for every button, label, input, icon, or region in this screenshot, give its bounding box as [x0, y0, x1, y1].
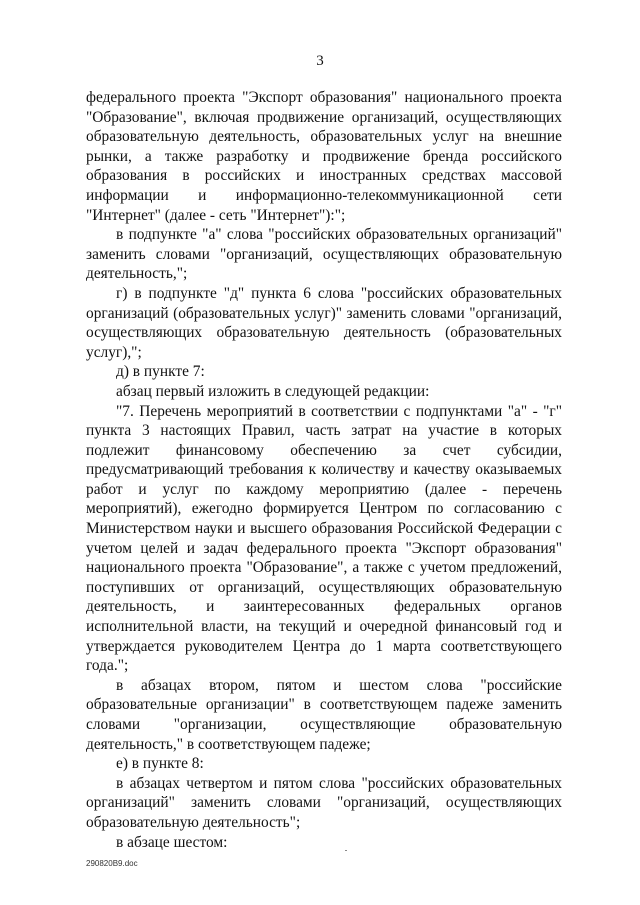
paragraph: в абзацах четвертом и пятом слова "российских образовательных организаций" заменить словами "организаций, осуществляющих образовательную деятельность";: [86, 774, 562, 831]
paragraph: в абзаце шестом:: [116, 833, 228, 851]
paragraph: г) в подпункте "д" пункта 6 слова "российских образовательных организаций (образовательных услуг)" заменить словами "организаций, осуществляющих образовательную деятельность (образовательных услуг),";: [86, 284, 562, 361]
paragraph: "7. Перечень мероприятий в соответствии с подпунктами "а" - "г" пункта 3 настоящих Правил, часть затрат на участие в которых подлежит финансовому обеспечению за счет субсидии, предусматривающий требования к количеству и качеству оказываемых работ и услуг по каждому мероприятию (далее - перечень мероприятий), ежегодно формируется Центром по согласованию с Министерством науки и высшего образования Российской Федерации с учетом целей и задач федерального проекта "Экспорт образования" национального проекта "Образование", а также с учетом предложений, поступивших от организаций, осуществляющих образовательную деятельность, и заинтересованных федеральных органов исполнительной власти, на текущий и очередной финансовый год и утверждается руководителем Центра до 1 марта соответствующего года.";: [86, 402, 562, 675]
footer-file-code: 290820В9.doc: [86, 859, 138, 868]
paragraph: абзац первый изложить в следующей редакции:: [116, 382, 430, 400]
paragraph: е) в пункте 8:: [116, 755, 204, 773]
scan-dot: [345, 850, 347, 851]
paragraph: в подпункте "а" слова "российских образовательных организаций" заменить словами "организаций, осуществляющих образовательную деятельность,";: [86, 226, 562, 283]
paragraph: в абзацах втором, пятом и шестом слова "российские образовательные организации" в соответствующем падеже заменить словами "организации, осуществляющие образовательную деятельность," в соответствующем падеже;: [86, 676, 562, 753]
page-number: 3: [316, 53, 324, 69]
paragraph: д) в пункте 7:: [116, 363, 205, 381]
paragraph: федерального проекта "Экспорт образования" национального проекта "Образование", включая продвижение организаций, осуществляющих образовательную деятельность, образовательных услуг на внешние рынки, а также разработку и продвижение бренда российского образования в российских и иностранных средствах массовой информации и информационно-телекоммуникационной сети "Интернет" (далее - сеть "Интернет"):";: [86, 89, 562, 224]
document-body: [86, 88, 562, 852]
